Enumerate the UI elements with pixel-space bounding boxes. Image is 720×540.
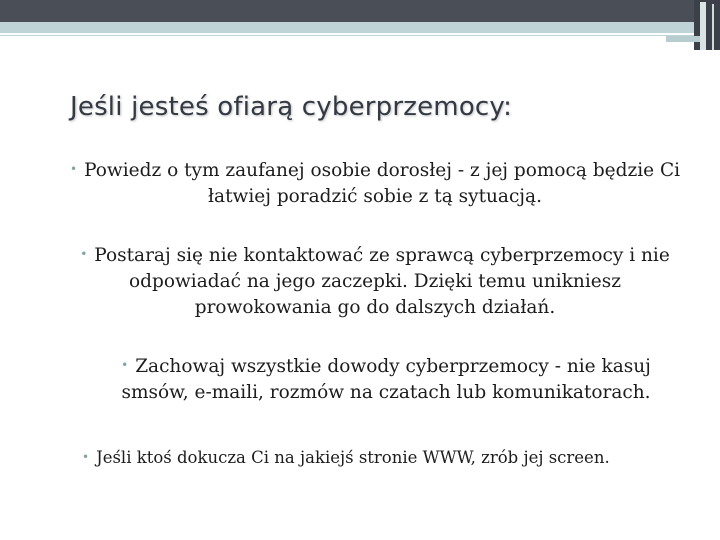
bullet-item-1 <box>58 158 692 210</box>
top-banner <box>0 0 720 22</box>
bullet-item-2 <box>58 243 692 321</box>
bullet-text: Jeśli ktoś dokucza Ci na jakiejś stronie WWW, zrób jej screen. <box>96 448 610 467</box>
bullet-text: Postaraj się nie kontaktować ze sprawcą cyberprzemocy i nie odpowiadać na jego zaczepki. Dzięki temu unikniesz prowokowania go do dalszych działań. <box>94 245 670 318</box>
bullet-dot-icon: • <box>69 162 78 176</box>
bullet-dot-icon: • <box>82 449 90 464</box>
bullet-dot-icon: • <box>121 358 129 372</box>
bullet-item-4 <box>82 446 678 471</box>
bullet-item-3 <box>86 354 686 406</box>
corner-decoration <box>694 0 720 50</box>
corner-stripe-thin <box>712 4 714 50</box>
corner-accent <box>666 36 700 42</box>
bullet-text: Powiedz o tym zaufanej osobie dorosłej - z jej pomocą będzie Ci łatwiej poradzić sobie z tą sytuacją. <box>84 160 681 207</box>
bullet-dot-icon: • <box>80 247 88 261</box>
bullet-text: Zachowaj wszystkie dowody cyberprzemocy - nie kasuj smsów, e-maili, rozmów na czatach lub komunikatorach. <box>121 356 651 403</box>
slide-title: Jeśli jesteś ofiarą cyberprzemocy: <box>70 92 513 122</box>
corner-stripe <box>700 2 706 50</box>
banner-divider <box>0 33 700 35</box>
